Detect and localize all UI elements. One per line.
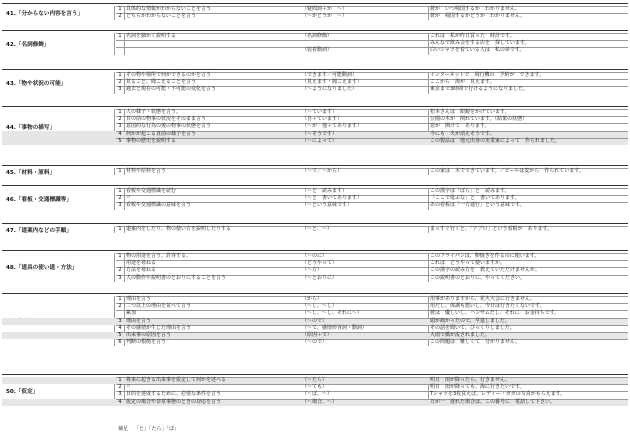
row-desc: 理由を言う — [126, 296, 152, 302]
row-pat: （～ようになりました） — [302, 86, 358, 93]
note-text: 「と」「たら」「ば」 — [134, 426, 180, 432]
table-row — [2, 267, 628, 274]
row-pat: （～方） — [302, 267, 323, 274]
row-desc: 〃 — [126, 195, 132, 202]
row-pat: （～し、～し） — [302, 303, 338, 310]
row-desc: 何かが起こる直前の様子を言う — [126, 130, 197, 137]
row-pat: （～ても） — [302, 384, 328, 391]
table-row — [2, 310, 628, 317]
row-rule — [116, 267, 628, 268]
row-pat: （～と 読みます） — [302, 188, 348, 194]
row-ex: ここから 海が 見えます。 — [430, 79, 495, 86]
section-block — [2, 374, 628, 408]
row-rule — [116, 40, 628, 41]
row-ex: この家は 木でできています。／ビールは麦から 作られています。 — [430, 168, 584, 174]
row-pat: （～ので） — [302, 317, 328, 324]
row-ex: 明日 雨が降っても、海に行きたいです。 — [430, 384, 525, 391]
row-ex: 「ここで遊ぶな」と 書いてあります。 — [430, 195, 520, 202]
row-ex: 頭が痛かったので、早退しました。 — [430, 317, 510, 324]
row-ex: 用だし、体調も悪いし、今日は行きたくないです。 — [430, 303, 545, 310]
row-pat: （～し、～し、それに～） — [302, 310, 363, 317]
section-block — [2, 165, 628, 177]
table-row — [2, 391, 628, 398]
row-desc: 判断の根拠を言う — [126, 339, 167, 346]
row-num: 1 — [118, 296, 122, 302]
table-row — [2, 339, 628, 346]
table-row — [2, 6, 628, 13]
section-title: 44.「事物の描写」 — [6, 125, 56, 131]
row-desc: 方法を尋ねる — [126, 267, 157, 274]
row-num: 2 — [118, 13, 122, 20]
row-desc: 二つ以上の理由を並べて言う — [126, 303, 192, 310]
row-ex: これは 私が昨日買った 時計です。 — [430, 33, 515, 39]
section-block — [2, 185, 628, 212]
table-row — [2, 296, 628, 303]
row-num: 4 — [118, 398, 122, 405]
row-pat: （原因＋で） — [302, 332, 333, 338]
row-rule — [116, 195, 628, 196]
row-desc: 人の様子・状態を言う。 — [126, 109, 182, 115]
table-row — [2, 377, 628, 384]
row-rule — [116, 202, 628, 203]
row-num: 2 — [118, 303, 122, 310]
table-row — [2, 33, 628, 40]
row-desc: 目的を達成するために、必要な条件を言う — [126, 391, 222, 398]
row-ex: 窓が 開けて あります。 — [430, 123, 490, 130]
section-block — [2, 223, 628, 235]
table-row — [2, 318, 628, 325]
row-rule — [116, 325, 628, 326]
row-pat: （どうやって） — [302, 260, 338, 267]
row-pat: （名詞修飾） — [302, 33, 333, 39]
section-block — [2, 293, 628, 348]
section-title: 48.「道具の使い道・方法」 — [6, 265, 78, 272]
row-num: 1 — [118, 72, 122, 78]
row-desc: 看板や交通標識の意味を言う — [126, 202, 192, 209]
row-rule — [116, 188, 628, 189]
table-row — [2, 253, 628, 260]
section-title: 43.「物や状況の可能」 — [6, 80, 67, 87]
row-pat: （～と 書いてあります） — [302, 195, 363, 202]
row-num: 1 — [118, 168, 122, 174]
row-desc: 物の用途を言う。許容する。 — [126, 253, 192, 259]
row-pat: （～ば、～） — [302, 391, 333, 398]
row-pat: （～のに） — [302, 253, 328, 259]
row-ex: このフライパンは、卵焼きを作るのに使います。 — [430, 253, 540, 259]
row-desc: 理由を言う — [126, 317, 152, 324]
row-rule — [116, 303, 628, 304]
row-num: 5 — [118, 332, 122, 338]
row-desc: 見ること、聞こえることを言う — [126, 79, 197, 86]
row-pat: （～で／～から） — [302, 168, 343, 174]
row-pat: （疑問詞＋か ～） — [302, 6, 348, 12]
row-num: 1 — [118, 253, 122, 259]
row-ex: 松本さんは 眼鏡をかけています。 — [430, 109, 510, 115]
row-desc: 意図的な行為の後の物事の状態を言う — [126, 123, 212, 130]
table-row — [2, 131, 628, 138]
row-desc: その物や場所で何ができるのかを言う — [126, 72, 212, 78]
section-block — [2, 106, 628, 147]
row-desc: 出来事の原因を言う — [126, 332, 172, 338]
table-row — [2, 109, 628, 116]
table-row — [2, 72, 628, 79]
row-rule — [116, 318, 628, 319]
row-ex: みんなで飲み会をする店を 探しています。 — [430, 40, 530, 47]
row-ex: その話を聞いて、びっくりしました。 — [430, 324, 515, 331]
row-pat: （自＋ています） — [302, 116, 343, 123]
table-row — [2, 47, 628, 54]
row-desc: 事物の歴史を説明する — [126, 137, 177, 144]
row-ex: 明日 雨が降ったら、行きません。 — [430, 377, 511, 383]
row-num: 5 — [118, 137, 122, 144]
table-row — [2, 123, 628, 130]
row-rule — [116, 296, 628, 297]
row-num: 2 — [118, 384, 122, 391]
row-ex: 大雨で橋が流されました。 — [430, 332, 491, 338]
row-pat: （～によって） — [302, 137, 338, 144]
row-num: 1 — [118, 188, 122, 194]
row-num: 4 — [118, 324, 122, 331]
row-num: 1 — [118, 377, 122, 383]
row-ex: この漢字の読み方を 教えていただけませんか。 — [430, 267, 541, 274]
row-pat: （～かどうか ～） — [302, 13, 348, 20]
row-desc: 名詞を細かく説明する — [126, 33, 177, 39]
row-desc: 看板や交通標識を読む — [126, 188, 177, 194]
row-pat: （～場合、～） — [302, 398, 338, 405]
table-row — [2, 13, 628, 20]
row-ex: 彼が いつ帰国するか わかりません。 — [430, 6, 521, 12]
row-desc: その感情が生じた理由を言う — [126, 324, 192, 331]
row-pat: （～そうです） — [302, 130, 338, 137]
row-pat: （～て、感情形容詞・動詞） — [302, 324, 367, 331]
table-row — [2, 138, 628, 145]
row-pat: （から） — [302, 296, 323, 302]
row-rule — [116, 332, 628, 333]
table-row — [2, 332, 628, 339]
row-num: 6 — [118, 339, 122, 346]
row-desc: 具体的な情報がわからないことを言う — [126, 6, 212, 12]
row-num: 2 — [118, 79, 122, 86]
row-num: 2 — [118, 195, 122, 202]
row-rule — [116, 260, 628, 261]
row-ex: 公園の木が 倒れています。（結果の状態） — [430, 116, 528, 123]
row-desc: 人の動作や説明書のとおりにすることを言う — [126, 274, 227, 281]
row-desc: どちらかわからないことを言う — [126, 13, 197, 20]
table-row — [2, 188, 628, 195]
row-pat: （～と、～） — [302, 226, 333, 232]
section-title: 41.「分からない内容を言う」 — [6, 11, 84, 18]
row-rule — [116, 47, 628, 48]
section-block — [2, 69, 628, 96]
row-rule — [116, 109, 628, 110]
row-num: 3 — [118, 317, 122, 324]
row-num: 3 — [118, 274, 122, 281]
row-num: 2 — [118, 267, 122, 274]
row-ex: Tシャツを3枚買えば、レディー・ガガの写真がもらえます。 — [430, 391, 566, 398]
table-row — [2, 168, 628, 175]
row-ex: 今にも 火が消えそうです。 — [430, 130, 495, 137]
row-pat: （装着動詞） — [302, 47, 333, 54]
row-ex: この説明書のとおりに、やってください。 — [430, 274, 526, 281]
row-ex: 万が一 遅れた場合は、この番号に 電話して下さい。 — [430, 398, 556, 405]
section-title: 46.「看板・交通標識等」 — [6, 196, 72, 203]
section-title: 45.「材料・原料」 — [6, 169, 56, 176]
row-pat: （～たら） — [302, 377, 328, 383]
table-row — [2, 202, 628, 209]
section-title: 47.「道案内などの手順」 — [6, 227, 72, 234]
row-pat: （～という意味です） — [302, 202, 353, 209]
row-num: 3 — [118, 391, 122, 398]
row-ex: インターネットで 飛行機の 予約が できます。 — [430, 72, 545, 78]
row-num: 1 — [118, 109, 122, 115]
row-ex: 東京まで3時間で行けるようになりました。 — [430, 86, 529, 93]
row-num: 1 — [118, 33, 122, 39]
row-ex: 用事がありますから、花火大会に行きません。 — [430, 296, 536, 302]
row-ex: この漢字は「ばら」と 読みます。 — [430, 188, 510, 194]
row-ex: これは どうやって使いますか。 — [430, 260, 506, 267]
section-block — [2, 3, 628, 22]
row-ex: 白いシャツを着ている人は 私の弟です。 — [430, 47, 525, 54]
section-title: 42.「名詞修飾」 — [6, 41, 50, 48]
row-desc: 累加 — [126, 310, 137, 317]
row-num: 3 — [118, 202, 122, 209]
row-ex: あの看板は「一方通行」という意味です。 — [430, 202, 525, 209]
row-desc: 〃 — [126, 384, 132, 391]
table-row — [2, 275, 628, 282]
section-block — [2, 30, 628, 57]
row-num: 3 — [118, 86, 122, 93]
table-row — [2, 399, 628, 406]
row-num: 4 — [118, 130, 122, 137]
row-num: 2 — [118, 116, 122, 123]
row-pat: （できます／可能動詞） — [302, 72, 358, 78]
table-row — [2, 86, 628, 93]
row-desc: 用途を尋ねる — [126, 260, 157, 267]
row-ex: この問題は 難しくて 分かりません。 — [430, 339, 521, 346]
row-num: 1 — [118, 226, 122, 232]
section-title: 50.「仮定」 — [6, 389, 39, 396]
row-rule — [116, 253, 628, 254]
row-num: 3 — [118, 123, 122, 130]
row-rule — [116, 339, 628, 340]
row-desc: 将来に起きる出来事を仮定して何かを述べる — [126, 377, 227, 383]
note-label: 補足 — [118, 426, 129, 432]
row-desc: 過去と現在の可能・不可能の変化を言う — [126, 86, 217, 93]
section-block — [2, 250, 628, 284]
row-pat: （～ています） — [302, 109, 338, 115]
row-pat: （～が 他＋てあります） — [302, 123, 363, 130]
row-rule — [116, 384, 628, 385]
row-ex: 彼が 帰国するかどうか わかりません。 — [430, 13, 526, 20]
row-desc: 目の前の物事の状況をそのまま言う — [126, 116, 207, 123]
row-rule — [116, 33, 628, 34]
row-desc: 材料や原料を言う — [126, 168, 167, 174]
row-ex: この製品は 地元出身の実業家によって 作られました。 — [430, 137, 561, 144]
row-pat: （～とおりに） — [302, 274, 338, 281]
row-ex: 彼は 優しいし、ハンサムだし、それに お金持ちです。 — [430, 310, 560, 317]
row-pat: （見えます・聞こえます） — [302, 79, 363, 86]
row-desc: 仮定の場合や非常事態のときの対応を言う — [126, 398, 222, 405]
row-ex: まっすぐ行くと、「アプロ」という看板が あります。 — [430, 226, 553, 232]
table-row — [2, 226, 628, 233]
row-desc: 道案内をしたり、物の使い方を説明したりする — [126, 226, 232, 232]
row-pat: （～ので） — [302, 339, 328, 346]
table-row — [2, 325, 628, 332]
row-num: 1 — [118, 6, 122, 12]
